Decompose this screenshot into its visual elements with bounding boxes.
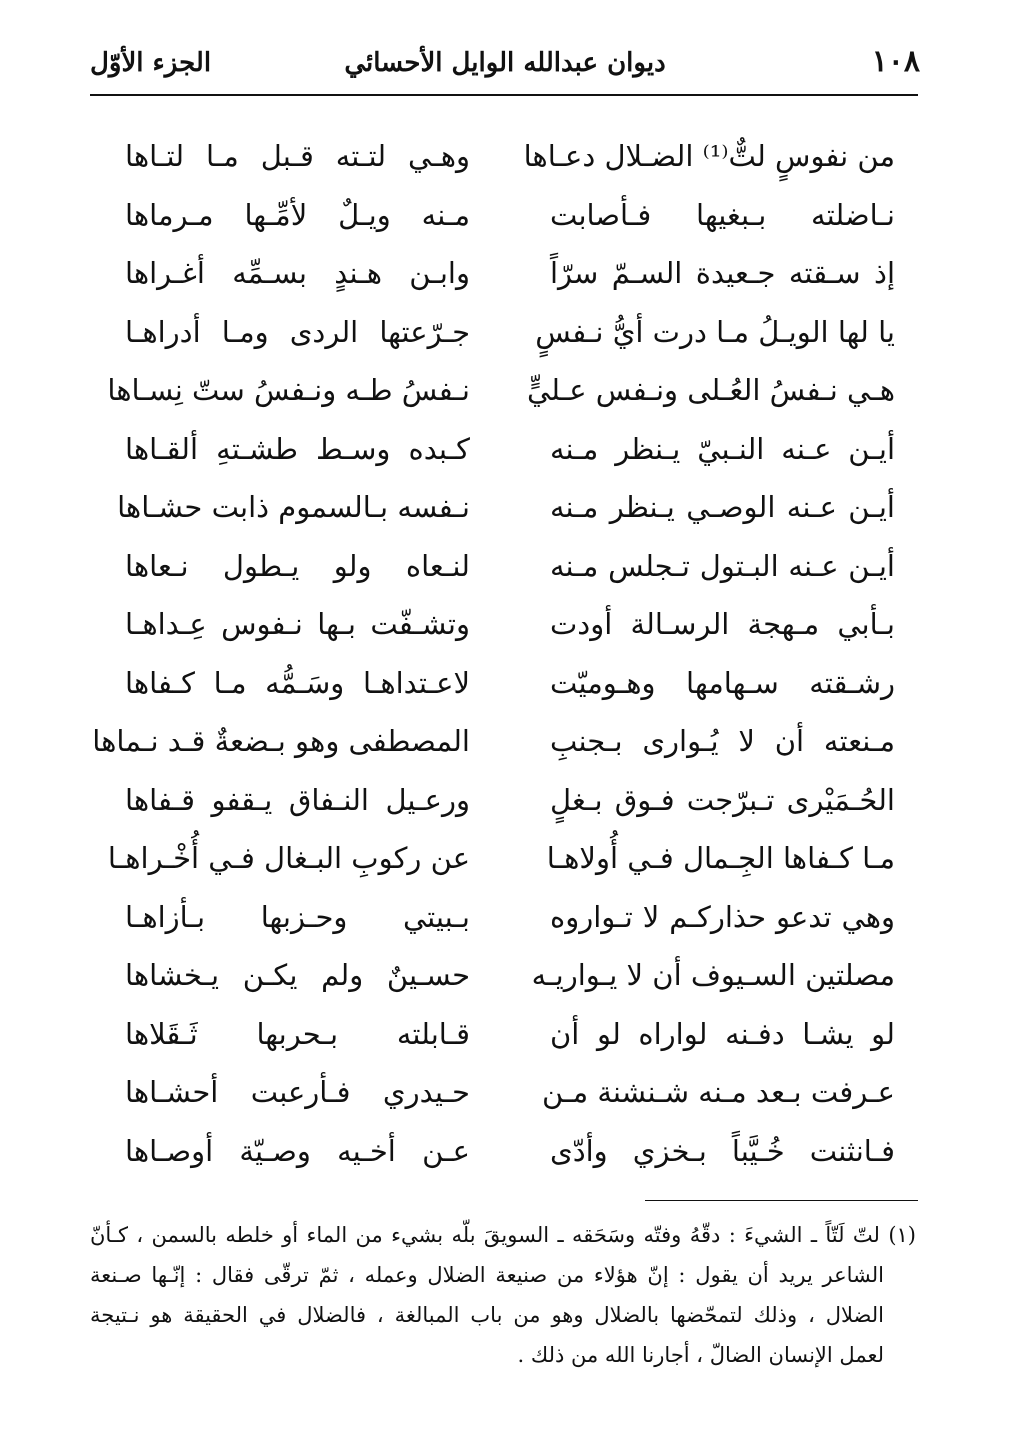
- verse-row: [117, 481, 895, 540]
- verse-second-hemistich: وهـي لتـته قـبل مـا لتـاها: [125, 139, 470, 173]
- verse-second-hemistich: وتشـفّت بـها نـفوس عِـداهـا: [125, 607, 470, 641]
- verse-row: [125, 540, 895, 599]
- verse-row: [125, 247, 895, 306]
- verse-second-hemistich: حـيدري فـأرعبت أحشـاها: [125, 1075, 470, 1109]
- verse-row: [125, 189, 895, 248]
- verse-second-hemistich: حسـينٌ ولم يكـن يـخشاها: [125, 958, 470, 992]
- verse-second-hemistich: لنـعاه ولو يـطول نـعاها: [125, 548, 470, 583]
- page-header: [90, 40, 920, 90]
- verse-first-hemistich: مـنعته أن لا يُـوارى بـجنبِ: [550, 724, 895, 758]
- verse-row: [125, 306, 895, 365]
- footnote-divider: [645, 1200, 918, 1201]
- verse-second-hemistich: لاعـتداهـا وسَـمُّه مـا كـفاها: [125, 665, 470, 700]
- footnote-line: الشاعر يريد أن يقول : إنّ هؤلاء من صنيعة الضلال وعمله ، ثمّ ترقّى فقال : إنّـها صـنعة: [90, 1263, 884, 1287]
- verse-first-hemistich: أيـن عـنه النـبيّ يـنظر مـنه: [550, 431, 895, 466]
- verse-first-hemistich: من نفوسٍ لتٌّ⁽¹⁾ الضـلال دعـاها: [523, 139, 895, 173]
- verse-second-hemistich: بـبيتي وحـزبها بـأزاهـا: [125, 899, 470, 934]
- verse-row: [125, 1008, 895, 1067]
- header-divider: [90, 94, 918, 96]
- footnote-line: لعمل الإنسان الضالّ ، أجارنا الله من ذلك .: [517, 1343, 884, 1367]
- verse-second-hemistich: كـبده وسـط طشـتهِ ألقـاها: [125, 431, 470, 466]
- verse-row: [125, 949, 895, 1008]
- book-title: ديوان عبدالله الوايل الأحسائي: [344, 48, 666, 78]
- verse-first-hemistich: عـرفت بـعد مـنه شـنشنة مـن: [542, 1075, 895, 1109]
- verse-first-hemistich: أيـن عـنه الوصـي يـنظر مـنه: [550, 490, 895, 524]
- verse-row: [125, 1066, 895, 1125]
- verse-first-hemistich: يا لها الويـلُ مـا درت أيُّ نـفسٍ: [535, 314, 895, 349]
- verse-first-hemistich: لو يشـا دفـنه لواراه لو أن: [550, 1016, 895, 1051]
- verse-first-hemistich: فـانثنت خُـيَّباً بـخزي وأدّى: [550, 1133, 895, 1168]
- verse-row: [125, 1125, 895, 1184]
- verse-second-hemistich: نـفسه بـالسموم ذابت حشـاها: [117, 490, 470, 524]
- verse-second-hemistich: مـنه ويـلٌ لأمِّـها مـرماها: [125, 197, 470, 232]
- footnote-line: الضلال ، وذلك لتمحّضها بالضلال وهو من باب المبالغة ، فالضلال في الحقيقة هو نـتيجة: [90, 1303, 884, 1327]
- verse-second-hemistich: قـابلته بـحربها ثَـقَلاها: [125, 1016, 470, 1051]
- verse-second-hemistich: نـفسُ طـه ونـفسُ ستّ نِسـاها: [107, 373, 470, 407]
- verse-second-hemistich: جـرّعتها الردى ومـا أدراهـا: [125, 314, 470, 349]
- verse-first-hemistich: أيـن عـنه البـتول تـجلس مـنه: [550, 548, 895, 583]
- volume-label: الجزء الأوّل: [90, 48, 212, 78]
- verse-first-hemistich: نـاضلته بـبغيها فـأصابت: [550, 197, 895, 232]
- footnote: [90, 1218, 916, 1378]
- verse-row: [125, 598, 895, 657]
- verse-row: [125, 657, 895, 716]
- verse-first-hemistich: إذ سـقته جـعيدة السـمّ سرّاً: [550, 256, 895, 290]
- verse-first-hemistich: وهي تدعو حذاركـم لا تـواروه: [550, 899, 895, 934]
- verse-row: [125, 423, 895, 482]
- verse-second-hemistich: ورعـيل النـفاق يـقفو قـفاها: [125, 782, 470, 817]
- verse-first-hemistich: مـا كـفاها الجِـمال فـي أُولاهـا: [546, 841, 895, 875]
- verse-first-hemistich: رشـقته سـهامها وهـوميّت: [550, 665, 895, 700]
- verse-first-hemistich: الحُـمَيْرى تـبرّجت فـوق بـغلٍ: [550, 782, 895, 817]
- verse-row: [125, 130, 895, 189]
- footnote-line: (١) لتّ لَتّاً ـ الشيءَ : دقّهُ وفتّه وسَحَقه ـ السويقَ بلّه بشيء من الماء أو خلطه بالسمن ، كـأنّ: [90, 1223, 916, 1247]
- verse-first-hemistich: بـأبي مـهجة الرسـالة أودت: [550, 607, 895, 641]
- verse-first-hemistich: هـي نـفسُ العُـلى ونـفس عـليٍّ: [527, 373, 895, 407]
- verse-first-hemistich: مصلتين السـيوف أن لا يـواريـه: [531, 958, 895, 992]
- verse-row: [107, 364, 895, 423]
- verse-second-hemistich: عـن أخـيه وصـيّة أوصـاها: [125, 1133, 470, 1168]
- verse-row: [107, 832, 895, 891]
- verse-second-hemistich: المصطفى وهو بـضعةٌ قـد نـماها: [92, 724, 470, 758]
- verse-row: [125, 774, 895, 833]
- verse-row: [92, 715, 895, 774]
- verse-second-hemistich: عن ركوبِ البـغال فـي أُخْـراهـا: [107, 841, 470, 875]
- page-number: ١٠٨: [871, 44, 920, 79]
- verse-second-hemistich: وابـن هـندٍ بسـمِّه أغـراها: [125, 256, 470, 290]
- verse-row: [125, 891, 895, 950]
- poem-verses: [92, 130, 895, 1183]
